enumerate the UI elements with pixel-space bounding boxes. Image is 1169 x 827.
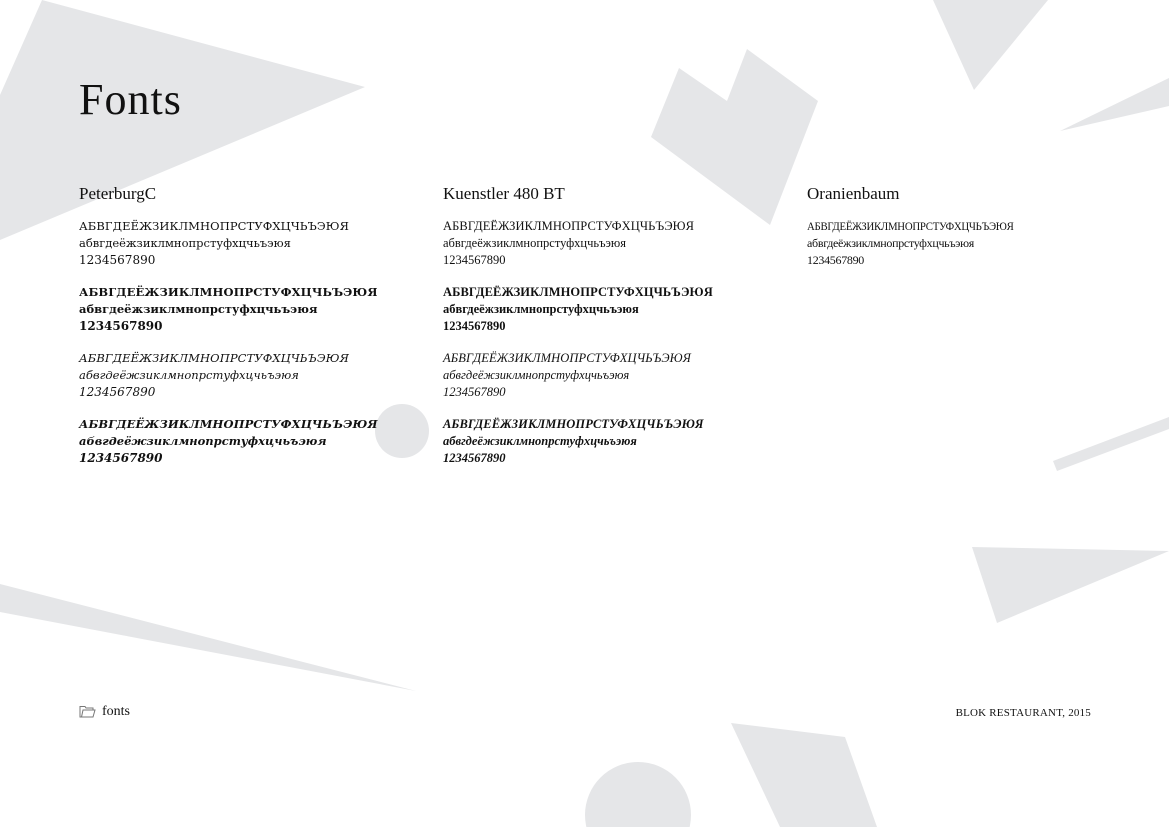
font-sample-bold	[79, 284, 409, 335]
font-sample-bolditalic	[79, 416, 409, 467]
sample-upper: АБВГДЕЁЖЗИКЛМНОПРСТУФХЦЧЬЪЭЮЯ	[79, 219, 349, 233]
font-column-1	[443, 184, 773, 482]
sample-lower: абвгдеёжзиклмнопрстуфхцчьъэюя	[443, 368, 630, 382]
sample-digits: 1234567890	[79, 385, 156, 399]
sample-lower: абвгдеёжзиклмнопрстуфхцчьъэюя	[79, 302, 318, 316]
sample-upper: АБВГДЕЁЖЗИКЛМНОПРСТУФХЦЧЬЪЭЮЯ	[443, 417, 704, 431]
sample-digits: 1234567890	[79, 319, 163, 333]
font-sample-regular	[807, 218, 1107, 269]
font-column-2	[807, 184, 1107, 284]
font-column-0	[79, 184, 409, 482]
sample-upper: АБВГДЕЁЖЗИКЛМНОПРСТУФХЦЧЬЪЭЮЯ	[443, 219, 695, 233]
sample-upper: АБВГДЕЁЖЗИКЛМНОПРСТУФХЦЧЬЪЭЮЯ	[79, 285, 378, 299]
font-name: PeterburgC	[79, 184, 157, 203]
sample-digits: 1234567890	[443, 319, 506, 333]
sample-digits: 1234567890	[79, 451, 163, 465]
sample-digits: 1234567890	[807, 253, 865, 267]
font-name: Kuenstler 480 BT	[443, 184, 565, 203]
sample-lower: абвгдеёжзиклмнопрстуфхцчьъэюя	[443, 434, 637, 448]
sample-lower: абвгдеёжзиклмнопрстуфхцчьъэюя	[79, 434, 327, 448]
sample-upper: АБВГДЕЁЖЗИКЛМНОПРСТУФХЦЧЬЪЭЮЯ	[443, 351, 691, 365]
font-name: Oranienbaum	[807, 184, 900, 203]
credit-text: BLOK RESTAURANT, 2015	[955, 707, 1091, 719]
sample-lower: абвгдеёжзиклмнопрстуфхцчьъэюя	[807, 236, 974, 250]
font-sample-regular	[443, 218, 773, 269]
font-sample-regular	[79, 218, 409, 269]
sample-digits: 1234567890	[443, 451, 506, 465]
sample-upper: АБВГДЕЁЖЗИКЛМНОПРСТУФХЦЧЬЪЭЮЯ	[79, 417, 378, 431]
sample-lower: абвгдеёжзиклмнопрстуфхцчьъэюя	[79, 368, 299, 382]
sample-lower: абвгдеёжзиклмнопрстуфхцчьъэюя	[79, 236, 291, 250]
sample-lower: абвгдеёжзиклмнопрстуфхцчьъэюя	[443, 302, 639, 316]
font-sample-italic	[443, 350, 773, 401]
folder-link[interactable]	[79, 704, 130, 720]
sample-upper: АБВГДЕЁЖЗИКЛМНОПРСТУФХЦЧЬЪЭЮЯ	[443, 285, 713, 299]
sample-digits: 1234567890	[443, 385, 506, 399]
page-title: Fonts	[79, 75, 182, 124]
sample-upper: АБВГДЕЁЖЗИКЛМНОПРСТУФХЦЧЬЪЭЮЯ	[807, 219, 1014, 233]
font-sample-bolditalic	[443, 416, 773, 467]
folder-label: fonts	[102, 704, 130, 719]
font-sample-italic	[79, 350, 409, 401]
font-sample-bold	[443, 284, 773, 335]
sample-upper: АБВГДЕЁЖЗИКЛМНОПРСТУФХЦЧЬЪЭЮЯ	[79, 351, 349, 365]
sample-digits: 1234567890	[443, 253, 506, 267]
sample-digits: 1234567890	[79, 253, 156, 267]
sample-lower: абвгдеёжзиклмнопрстуфхцчьъэюя	[443, 236, 627, 250]
folder-icon	[79, 705, 96, 719]
